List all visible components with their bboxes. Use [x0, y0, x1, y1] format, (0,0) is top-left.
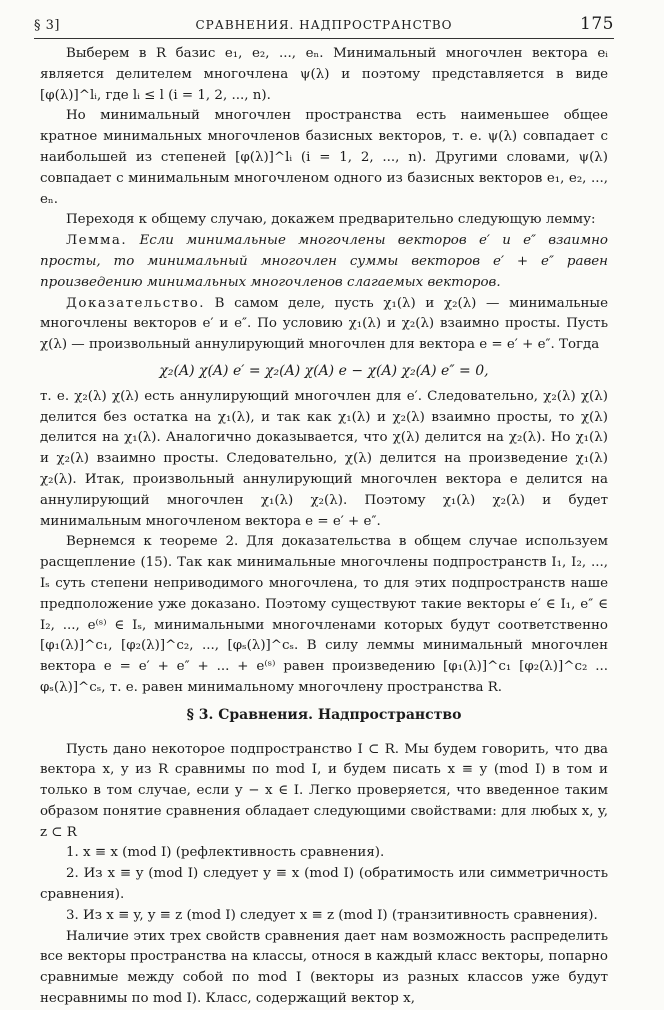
lemma: [40, 231, 608, 293]
header-title: СРАВНЕНИЯ. НАДПРОСТРАНСТВО: [195, 18, 453, 32]
proof-text: В самом деле, пусть χ₁(λ) и χ₂(λ) — минимальные многочлены векторов e′ и e″. По условию χ₁(λ) и χ₂(λ) взаимно просты. Пусть χ(λ) — произвольный аннулирующий многочлен для вектора e = e′ + e″. Тогда: [40, 295, 608, 353]
property-1: 1. x ≡ x (mod I) (рефлективность сравнения).: [66, 845, 385, 861]
paragraph-proof-continued: т. е. χ₂(λ) χ(λ) есть аннулирующий многочлен для e′. Следовательно, χ₂(λ) χ(λ) делится без остатка на χ₁(λ), и так как χ₁(λ) и χ₂(λ) взаимно просты, то χ(λ) делится на χ₁(λ). Аналогично доказывается, что χ(λ) делится на χ₂(λ). Но χ₁(λ) и χ₂(λ) взаимно просты. Следовательно, χ(λ) делится на произведение χ₁(λ) χ₂(λ). Итак, произвольный аннулирующий многочлен вектора e делится на аннулирующий многочлен χ₁(λ) χ₂(λ). Поэтому χ₁(λ) χ₂(λ) и будет минимальным многочленом вектора e = e′ + e″.: [40, 388, 608, 529]
header-rule: [34, 38, 614, 39]
proof-label: Доказательство.: [66, 295, 205, 311]
property-2: 2. Из x ≡ y (mod I) следует y ≡ x (mod I) (обратимость или симметричность сравнения).: [40, 866, 608, 903]
running-header: [34, 14, 614, 36]
header-section: § 3]: [34, 18, 60, 33]
lemma-label: Лемма.: [66, 233, 128, 249]
lemma-text: Если минимальные многочлены векторов e′ и e″ взаимно просты, то минимальный многочлен суммы векторов e′ + e″ равен произведению минимальных многочленов слагаемых векторов.: [40, 233, 608, 290]
page-number: 175: [580, 14, 614, 34]
paragraph-min-poly: Но минимальный многочлен пространства есть наименьшее общее кратное минимальных многочленов базисных векторов, т. е. ψ(λ) совпадает с наибольшей из степеней [φ(λ)]^lᵢ (i = 1, 2, ..., n). Другими словами, ψ(λ) совпадает с минимальным многочленом одного из базисных векторов e₁, e₂, ..., eₙ.: [40, 108, 608, 207]
proof: [40, 294, 608, 356]
paragraph-transition: Переходя к общему случаю, докажем предварительно следующую лемму:: [66, 212, 596, 228]
page-body: [40, 44, 608, 1010]
paragraph-basis: Выберем в R базис e₁, e₂, ..., eₙ. Минимальный многочлен вектора eᵢ является делителем многочлена ψ(λ) и поэтому представляется в виде [φ(λ)]^lᵢ, где lᵢ ≤ l (i = 1, 2, ..., n).: [40, 46, 608, 103]
paragraph-theorem-2: Вернемся к теореме 2. Для доказательства в общем случае используем расщепление (15). Так как минимальные многочлены подпространств I₁, I₂, ..., Iₛ суть степени неприводимого многочлена, то для этих подпространств наше предположение уже доказано. Поэтому существуют такие векторы e′ ∈ I₁, e″ ∈ I₂, ..., e⁽ˢ⁾ ∈ Iₛ, минимальными многочленами которых будут соответственно [φ₁(λ)]^c₁, [φ₂(λ)]^c₂, ..., [φₛ(λ)]^cₛ. В силу леммы минимальный многочлен вектора e = e′ + e″ + ... + e⁽ˢ⁾ равен произведению [φ₁(λ)]^c₁ [φ₂(λ)]^c₂ ... φₛ(λ)]^cₛ, т. е. равен минимальному многочлену пространства R.: [40, 534, 608, 695]
paragraph-comparison-def: Пусть дано некоторое подпространство I ⊂ R. Мы будем говорить, что два вектора x, y из R сравнимы по mod I, и будем писать x ≡ y (mod I) в том и только в том случае, если y − x ∈ I. Легко проверяется, что введенное таким образом понятие сравнения обладает следующими свойствами: для любых x, y, z ⊂ R: [40, 741, 608, 840]
section-heading: § 3. Сравнения. Надпространство: [186, 706, 462, 723]
display-formula: χ₂(A) χ(A) e′ = χ₂(A) χ(A) e − χ(A) χ₂(A) e″ = 0,: [159, 362, 489, 379]
paragraph-classes: Наличие этих трех свойств сравнения дает нам возможность распределить все векторы пространства на классы, относя в каждый класс векторы, попарно сравнимые между собой по mod I (векторы из разных классов уже будут несравнимы по mod I). Класс, содержащий вектор x,: [40, 928, 608, 1007]
property-3: 3. Из x ≡ y, y ≡ z (mod I) следует x ≡ z (mod I) (транзитивность сравнения).: [66, 907, 598, 923]
